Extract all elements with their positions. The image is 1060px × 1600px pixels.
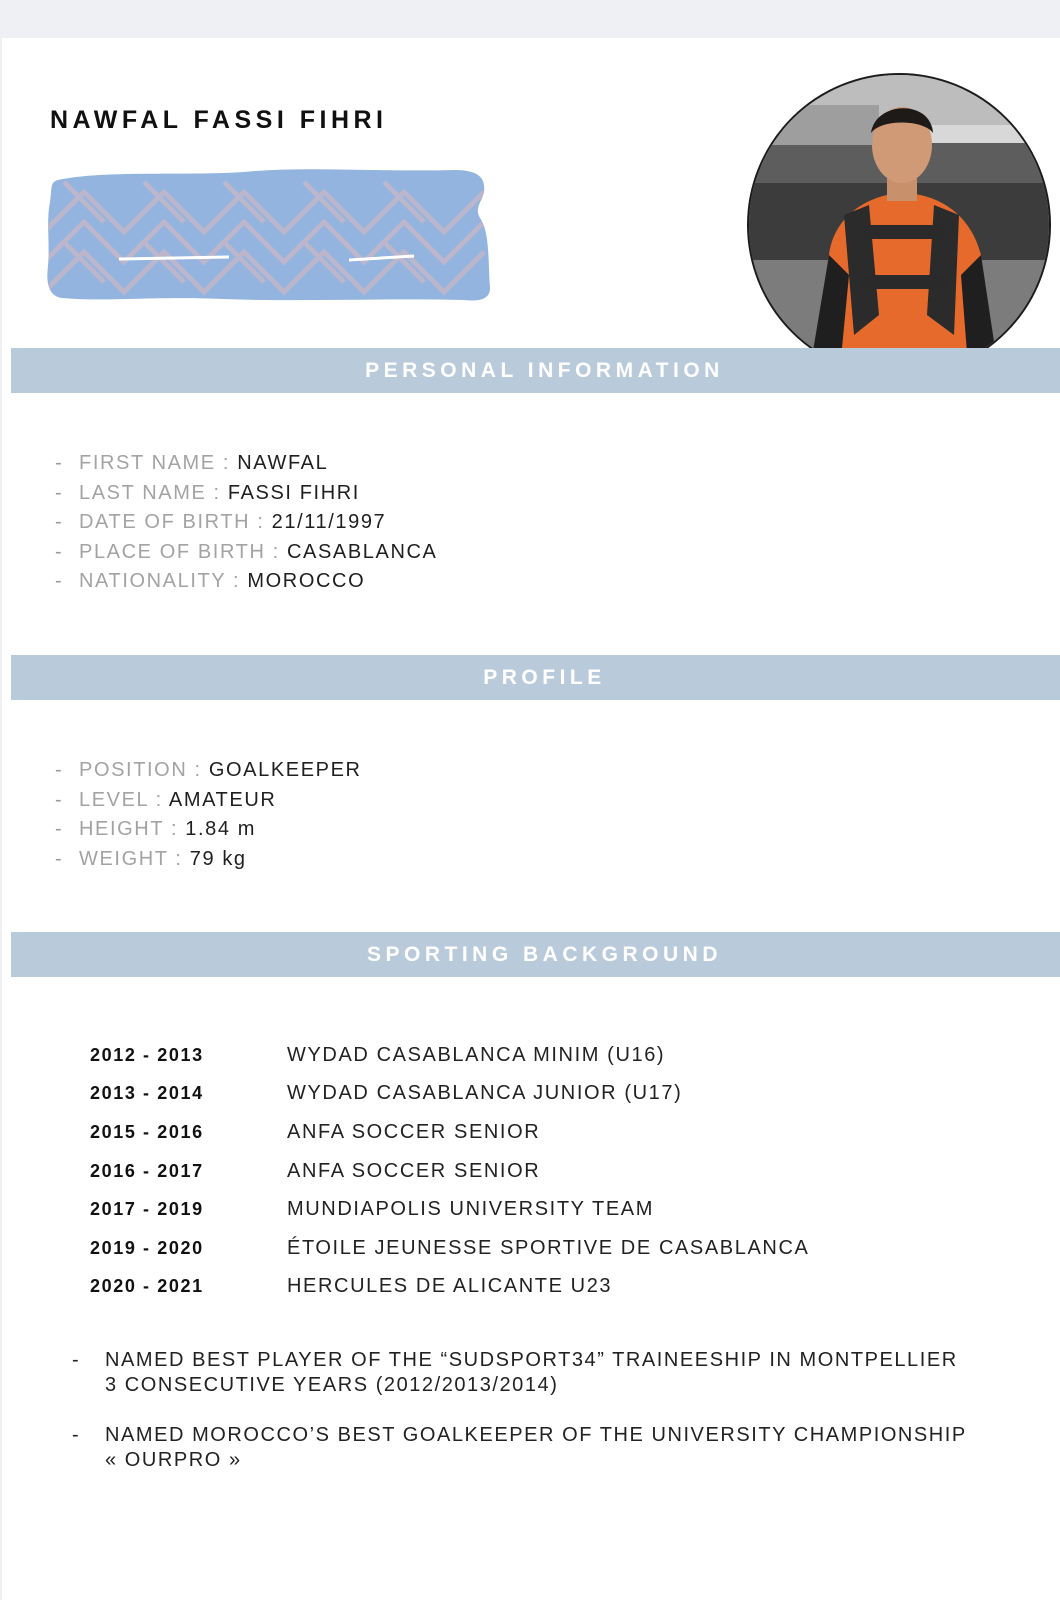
goalkeeper-portrait-photo bbox=[747, 73, 1051, 377]
achievement-line: - NAMED BEST PLAYER OF THE “SUDSPORT34” TRAINEESHIP IN MONTPELLIER bbox=[105, 1349, 958, 1371]
achievement-line: 3 CONSECUTIVE YEARS (2012/2013/2014) bbox=[105, 1374, 559, 1396]
sporting-background-table bbox=[90, 1036, 809, 1306]
cv-page bbox=[2, 38, 1060, 1600]
season-years: 2012 - 2013 bbox=[90, 1044, 204, 1065]
achievement-line: - NAMED MOROCCO’S BEST GOALKEEPER OF THE UNIVERSITY CHAMPIONSHIP bbox=[105, 1424, 967, 1446]
personal-info-list bbox=[52, 449, 438, 597]
list-item bbox=[72, 1348, 1032, 1398]
season-years: 2013 - 2014 bbox=[90, 1083, 204, 1104]
list-item: - DATE OF BIRTH : 21/11/1997 bbox=[52, 508, 438, 538]
table-row bbox=[90, 1229, 809, 1268]
brush-banner-image bbox=[44, 162, 494, 304]
club-name: HERCULES DE ALICANTE U23 bbox=[287, 1275, 613, 1298]
list-item: - LEVEL : AMATEUR bbox=[52, 786, 362, 816]
club-name: ANFA SOCCER SENIOR bbox=[287, 1120, 541, 1143]
list-item: - FIRST NAME : NAWFAL bbox=[52, 449, 438, 479]
club-name: MUNDIAPOLIS UNIVERSITY TEAM bbox=[287, 1198, 654, 1221]
section-title: PERSONAL INFORMATION bbox=[365, 359, 724, 382]
list-item: - POSITION : GOALKEEPER bbox=[52, 756, 362, 786]
list-item: - WEIGHT : 79 kg bbox=[52, 845, 362, 875]
list-item: - LAST NAME : FASSI FIHRI bbox=[52, 479, 438, 509]
section-profile bbox=[11, 655, 1060, 700]
season-years: 2016 - 2017 bbox=[90, 1160, 204, 1181]
season-years: 2020 - 2021 bbox=[90, 1276, 204, 1297]
season-years: 2017 - 2019 bbox=[90, 1199, 204, 1220]
section-personal-information bbox=[11, 348, 1060, 393]
achievement-line: « OURPRO » bbox=[105, 1449, 242, 1471]
table-row bbox=[90, 1268, 809, 1307]
section-title: SPORTING BACKGROUND bbox=[366, 943, 722, 966]
club-name: ÉTOILE JEUNESSE SPORTIVE DE CASABLANCA bbox=[287, 1236, 810, 1259]
table-row bbox=[90, 1036, 809, 1075]
profile-list bbox=[52, 756, 362, 874]
list-item: - HEIGHT : 1.84 m bbox=[52, 815, 362, 845]
season-years: 2019 - 2020 bbox=[90, 1237, 204, 1258]
table-row bbox=[90, 1152, 809, 1191]
club-name: ANFA SOCCER SENIOR bbox=[287, 1159, 541, 1182]
season-years: 2015 - 2016 bbox=[90, 1121, 204, 1142]
section-sporting-background bbox=[11, 932, 1060, 977]
player-name: NAWFAL FASSI FIHRI bbox=[50, 106, 388, 134]
club-name: WYDAD CASABLANCA JUNIOR (U17) bbox=[287, 1082, 683, 1105]
club-name: WYDAD CASABLANCA MINIM (U16) bbox=[287, 1043, 666, 1066]
list-item bbox=[72, 1423, 1032, 1473]
list-item: - PLACE OF BIRTH : CASABLANCA bbox=[52, 538, 438, 568]
achievements-list bbox=[72, 1348, 1032, 1498]
section-title: PROFILE bbox=[483, 666, 606, 689]
table-row bbox=[90, 1075, 809, 1114]
list-item: - NATIONALITY : MOROCCO bbox=[52, 567, 438, 597]
table-row bbox=[90, 1190, 809, 1229]
table-row bbox=[90, 1113, 809, 1152]
